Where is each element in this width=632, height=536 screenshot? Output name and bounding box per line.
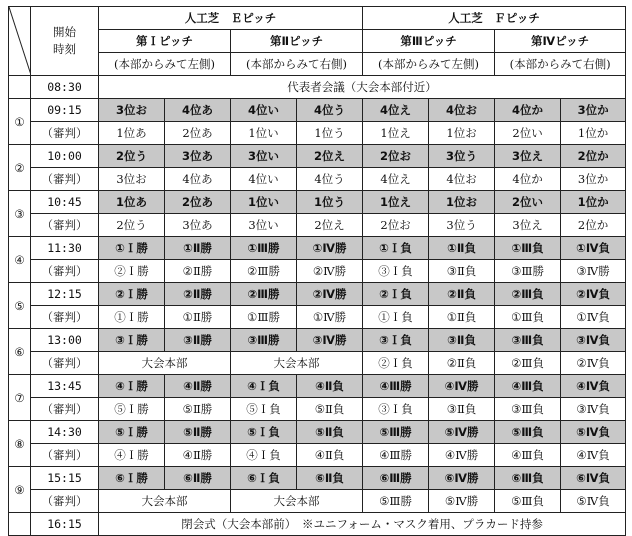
referee-cell: ④Ⅱ負 bbox=[297, 444, 363, 467]
match-cell: ④Ⅱ勝 bbox=[165, 375, 231, 398]
match-cell: 1位お bbox=[429, 191, 495, 214]
match-cell: ①Ｉ勝 bbox=[99, 237, 165, 260]
match-cell: ③Ⅱ負 bbox=[429, 329, 495, 352]
schedule-wrapper bbox=[8, 6, 626, 536]
match-cell: 3位い bbox=[231, 145, 297, 168]
referee-cell: ③Ｉ負 bbox=[363, 398, 429, 421]
referee-cell: 2位え bbox=[297, 214, 363, 237]
start-time-label-line: 時刻 bbox=[53, 42, 76, 56]
match-cell: ⑥Ⅱ勝 bbox=[165, 467, 231, 490]
match-cell: ②Ⅳ負 bbox=[561, 283, 626, 306]
round-time: 14:30 bbox=[31, 421, 99, 444]
referee-cell: ③Ⅳ負 bbox=[561, 398, 626, 421]
round-number: ⑧ bbox=[9, 421, 31, 467]
match-cell: ⑥Ⅲ勝 bbox=[363, 467, 429, 490]
match-cell: ⑤Ⅳ勝 bbox=[429, 421, 495, 444]
match-cell: 2位い bbox=[495, 191, 561, 214]
referee-cell: 2位あ bbox=[165, 122, 231, 145]
match-cell: ①Ⅳ負 bbox=[561, 237, 626, 260]
match-schedule-table bbox=[8, 6, 626, 536]
referee-cell: 3位う bbox=[429, 214, 495, 237]
round-referee-row bbox=[9, 168, 626, 191]
referee-label: （審判） bbox=[31, 490, 99, 513]
match-cell: 1位か bbox=[561, 191, 626, 214]
round-match-row bbox=[9, 329, 626, 352]
referee-label: （審判） bbox=[31, 352, 99, 375]
match-cell: 4位う bbox=[297, 99, 363, 122]
match-cell: ③Ⅲ負 bbox=[495, 329, 561, 352]
referee-label: （審判） bbox=[31, 398, 99, 421]
match-cell: ⑥Ⅳ勝 bbox=[429, 467, 495, 490]
referee-cell: ④Ｉ負 bbox=[231, 444, 297, 467]
round-number: ④ bbox=[9, 237, 31, 283]
match-cell: ⑥Ｉ勝 bbox=[99, 467, 165, 490]
match-cell: ④Ⅳ負 bbox=[561, 375, 626, 398]
round-referee-row bbox=[9, 490, 626, 513]
referee-cell: ②Ⅳ勝 bbox=[297, 260, 363, 283]
referee-cell: ③Ⅱ負 bbox=[429, 398, 495, 421]
diagonal-line bbox=[9, 7, 31, 75]
pitch-1-header: 第Ｉピッチ bbox=[99, 30, 231, 53]
match-cell: 1位あ bbox=[99, 191, 165, 214]
match-cell: ⑤Ｉ勝 bbox=[99, 421, 165, 444]
referee-cell: 4位お bbox=[429, 168, 495, 191]
match-cell: ⑤Ⅲ勝 bbox=[363, 421, 429, 444]
match-cell: ②Ⅳ勝 bbox=[297, 283, 363, 306]
match-cell: ④Ⅳ勝 bbox=[429, 375, 495, 398]
referee-cell: 1位い bbox=[231, 122, 297, 145]
match-cell: ①Ⅲ勝 bbox=[231, 237, 297, 260]
referee-cell: ④Ⅳ勝 bbox=[429, 444, 495, 467]
pitch-4-header: 第Ⅳピッチ bbox=[495, 30, 626, 53]
round-match-row bbox=[9, 99, 626, 122]
opening-blank-cell bbox=[9, 76, 31, 99]
match-cell: ⑥Ⅲ負 bbox=[495, 467, 561, 490]
referee-cell: ①Ⅱ負 bbox=[429, 306, 495, 329]
match-cell: 3位か bbox=[561, 99, 626, 122]
match-cell: ⑥Ⅳ負 bbox=[561, 467, 626, 490]
round-match-row bbox=[9, 421, 626, 444]
referee-cell: 3位お bbox=[99, 168, 165, 191]
referee-cell: ④Ｉ勝 bbox=[99, 444, 165, 467]
opening-time: 08:30 bbox=[31, 76, 99, 99]
round-number: ⑤ bbox=[9, 283, 31, 329]
referee-cell: 3位い bbox=[231, 214, 297, 237]
match-cell: 3位あ bbox=[165, 145, 231, 168]
pitch-2-note: (本部からみて右側) bbox=[231, 53, 363, 76]
referee-cell: 1位あ bbox=[99, 122, 165, 145]
match-cell: 4位お bbox=[429, 99, 495, 122]
referee-cell: ②Ｉ勝 bbox=[99, 260, 165, 283]
round-referee-row bbox=[9, 444, 626, 467]
round-number: ② bbox=[9, 145, 31, 191]
match-cell: 4位あ bbox=[165, 99, 231, 122]
start-time-label-line: 開始 bbox=[53, 25, 76, 39]
match-cell: 1位い bbox=[231, 191, 297, 214]
match-cell: ④Ⅱ負 bbox=[297, 375, 363, 398]
referee-cell: ③Ⅲ勝 bbox=[495, 260, 561, 283]
referee-label: （審判） bbox=[31, 306, 99, 329]
round-number: ③ bbox=[9, 191, 31, 237]
referee-cell: ②Ⅲ勝 bbox=[231, 260, 297, 283]
round-number: ⑦ bbox=[9, 375, 31, 421]
referee-cell: ②Ｉ負 bbox=[363, 352, 429, 375]
match-cell: 3位う bbox=[429, 145, 495, 168]
referee-cell: 3位あ bbox=[165, 214, 231, 237]
match-cell: ③Ⅲ勝 bbox=[231, 329, 297, 352]
referee-span-cell: 大会本部 bbox=[99, 352, 231, 375]
round-referee-row bbox=[9, 352, 626, 375]
round-number: ⑥ bbox=[9, 329, 31, 375]
round-match-row bbox=[9, 467, 626, 490]
referee-cell: ①Ⅳ勝 bbox=[297, 306, 363, 329]
referee-cell: ①Ⅲ勝 bbox=[231, 306, 297, 329]
referee-label: （審判） bbox=[31, 260, 99, 283]
referee-cell: ①Ｉ負 bbox=[363, 306, 429, 329]
match-cell: 2位あ bbox=[165, 191, 231, 214]
round-referee-row bbox=[9, 306, 626, 329]
match-cell: ①Ⅲ負 bbox=[495, 237, 561, 260]
referee-span-cell: 大会本部 bbox=[231, 490, 363, 513]
referee-cell: 1位え bbox=[363, 122, 429, 145]
match-cell: 4位え bbox=[363, 99, 429, 122]
match-cell: ③Ｉ負 bbox=[363, 329, 429, 352]
referee-cell: ①Ⅲ負 bbox=[495, 306, 561, 329]
match-cell: ③Ⅱ勝 bbox=[165, 329, 231, 352]
referee-cell: ④Ⅲ勝 bbox=[363, 444, 429, 467]
round-match-row bbox=[9, 375, 626, 398]
match-cell: ①Ⅳ勝 bbox=[297, 237, 363, 260]
match-cell: ②Ⅲ負 bbox=[495, 283, 561, 306]
referee-cell: ②Ⅳ負 bbox=[561, 352, 626, 375]
round-time: 10:45 bbox=[31, 191, 99, 214]
match-cell: ①Ⅱ勝 bbox=[165, 237, 231, 260]
opening-note: 代表者会議（大会本部付近） bbox=[99, 76, 626, 99]
referee-cell: 1位か bbox=[561, 122, 626, 145]
match-cell: ④Ⅲ負 bbox=[495, 375, 561, 398]
referee-cell: 3位え bbox=[495, 214, 561, 237]
match-cell: ①Ｉ負 bbox=[363, 237, 429, 260]
start-time-header bbox=[31, 7, 99, 76]
round-time: 13:00 bbox=[31, 329, 99, 352]
referee-cell: ③Ⅳ勝 bbox=[561, 260, 626, 283]
referee-cell: ③Ｉ負 bbox=[363, 260, 429, 283]
referee-label: （審判） bbox=[31, 214, 99, 237]
referee-cell: ④Ⅱ勝 bbox=[165, 444, 231, 467]
round-referee-row bbox=[9, 260, 626, 283]
round-referee-row bbox=[9, 398, 626, 421]
round-match-row bbox=[9, 237, 626, 260]
match-cell: 3位え bbox=[495, 145, 561, 168]
match-cell: ②Ⅲ勝 bbox=[231, 283, 297, 306]
referee-cell: ④Ⅲ負 bbox=[495, 444, 561, 467]
round-time: 10:00 bbox=[31, 145, 99, 168]
match-cell: ③Ｉ勝 bbox=[99, 329, 165, 352]
round-number: ① bbox=[9, 99, 31, 145]
pitch-1-note: (本部からみて左側) bbox=[99, 53, 231, 76]
referee-cell: ⑤Ⅱ負 bbox=[297, 398, 363, 421]
referee-cell: ②Ⅱ勝 bbox=[165, 260, 231, 283]
match-cell: 2位う bbox=[99, 145, 165, 168]
referee-cell: ③Ⅲ負 bbox=[495, 398, 561, 421]
round-time: 15:15 bbox=[31, 467, 99, 490]
referee-cell: ③Ⅱ負 bbox=[429, 260, 495, 283]
match-cell: ②Ⅱ負 bbox=[429, 283, 495, 306]
referee-label: （審判） bbox=[31, 122, 99, 145]
referee-cell: ①Ｉ勝 bbox=[99, 306, 165, 329]
match-cell: ④Ｉ負 bbox=[231, 375, 297, 398]
match-cell: ④Ⅲ勝 bbox=[363, 375, 429, 398]
match-cell: 2位え bbox=[297, 145, 363, 168]
referee-cell: 1位う bbox=[297, 122, 363, 145]
referee-cell: ⑤Ⅲ負 bbox=[495, 490, 561, 513]
field-f-header: 人工芝 Ｆピッチ bbox=[363, 7, 626, 30]
referee-cell: 2位お bbox=[363, 214, 429, 237]
match-cell: ⑤Ⅳ負 bbox=[561, 421, 626, 444]
round-time: 12:15 bbox=[31, 283, 99, 306]
referee-cell: 2位か bbox=[561, 214, 626, 237]
referee-cell: ①Ⅳ負 bbox=[561, 306, 626, 329]
referee-cell: ⑤Ⅳ勝 bbox=[429, 490, 495, 513]
referee-cell: 3位か bbox=[561, 168, 626, 191]
round-referee-row bbox=[9, 122, 626, 145]
referee-label: （審判） bbox=[31, 168, 99, 191]
closing-blank-cell bbox=[9, 513, 31, 536]
referee-cell: 1位お bbox=[429, 122, 495, 145]
match-cell: 1位え bbox=[363, 191, 429, 214]
referee-span-cell: 大会本部 bbox=[231, 352, 363, 375]
referee-cell: ①Ⅱ勝 bbox=[165, 306, 231, 329]
match-cell: ⑤Ⅱ勝 bbox=[165, 421, 231, 444]
match-cell: 2位か bbox=[561, 145, 626, 168]
match-cell: 1位う bbox=[297, 191, 363, 214]
match-cell: ②Ⅱ勝 bbox=[165, 283, 231, 306]
match-cell: 2位お bbox=[363, 145, 429, 168]
referee-cell: ⑤Ｉ勝 bbox=[99, 398, 165, 421]
referee-cell: 4位い bbox=[231, 168, 297, 191]
referee-cell: ④Ⅳ負 bbox=[561, 444, 626, 467]
match-cell: ⑥Ｉ負 bbox=[231, 467, 297, 490]
match-cell: ⑥Ⅱ負 bbox=[297, 467, 363, 490]
round-number: ⑨ bbox=[9, 467, 31, 513]
pitch-3-header: 第Ⅲピッチ bbox=[363, 30, 495, 53]
closing-time: 16:15 bbox=[31, 513, 99, 536]
corner-diagonal-cell bbox=[9, 7, 31, 76]
referee-cell: 2位う bbox=[99, 214, 165, 237]
match-cell: ②Ｉ勝 bbox=[99, 283, 165, 306]
round-time: 13:45 bbox=[31, 375, 99, 398]
referee-label: （審判） bbox=[31, 444, 99, 467]
referee-cell: 4位え bbox=[363, 168, 429, 191]
closing-row bbox=[9, 513, 626, 536]
pitch-3-note: (本部からみて左側) bbox=[363, 53, 495, 76]
pitch-2-header: 第Ⅱピッチ bbox=[231, 30, 363, 53]
round-time: 11:30 bbox=[31, 237, 99, 260]
closing-note: 閉会式（大会本部前） ※ユニフォーム・マスク着用、プラカード持参 bbox=[99, 513, 626, 536]
round-time: 09:15 bbox=[31, 99, 99, 122]
referee-cell: 4位か bbox=[495, 168, 561, 191]
match-cell: ⑤Ⅲ負 bbox=[495, 421, 561, 444]
referee-span-cell: 大会本部 bbox=[99, 490, 231, 513]
match-cell: ③Ⅳ負 bbox=[561, 329, 626, 352]
referee-cell: ⑤Ⅱ勝 bbox=[165, 398, 231, 421]
match-cell: 3位お bbox=[99, 99, 165, 122]
referee-cell: ⑤Ⅳ負 bbox=[561, 490, 626, 513]
round-match-row bbox=[9, 283, 626, 306]
match-cell: ②Ｉ負 bbox=[363, 283, 429, 306]
match-cell: ④Ｉ勝 bbox=[99, 375, 165, 398]
match-cell: ⑤Ｉ負 bbox=[231, 421, 297, 444]
match-cell: ⑤Ⅱ負 bbox=[297, 421, 363, 444]
referee-cell: 4位う bbox=[297, 168, 363, 191]
match-cell: ③Ⅳ勝 bbox=[297, 329, 363, 352]
round-referee-row bbox=[9, 214, 626, 237]
round-match-row bbox=[9, 145, 626, 168]
start-time-label bbox=[53, 25, 76, 56]
round-match-row bbox=[9, 191, 626, 214]
match-cell: 4位い bbox=[231, 99, 297, 122]
match-cell: 4位か bbox=[495, 99, 561, 122]
match-cell: ①Ⅱ負 bbox=[429, 237, 495, 260]
referee-cell: 4位あ bbox=[165, 168, 231, 191]
field-e-header: 人工芝 Ｅピッチ bbox=[99, 7, 363, 30]
pitch-4-note: (本部からみて右側) bbox=[495, 53, 626, 76]
referee-cell: 2位い bbox=[495, 122, 561, 145]
referee-cell: ⑤Ｉ負 bbox=[231, 398, 297, 421]
referee-cell: ②Ⅱ負 bbox=[429, 352, 495, 375]
referee-cell: ②Ⅲ負 bbox=[495, 352, 561, 375]
referee-cell: ⑤Ⅲ勝 bbox=[363, 490, 429, 513]
